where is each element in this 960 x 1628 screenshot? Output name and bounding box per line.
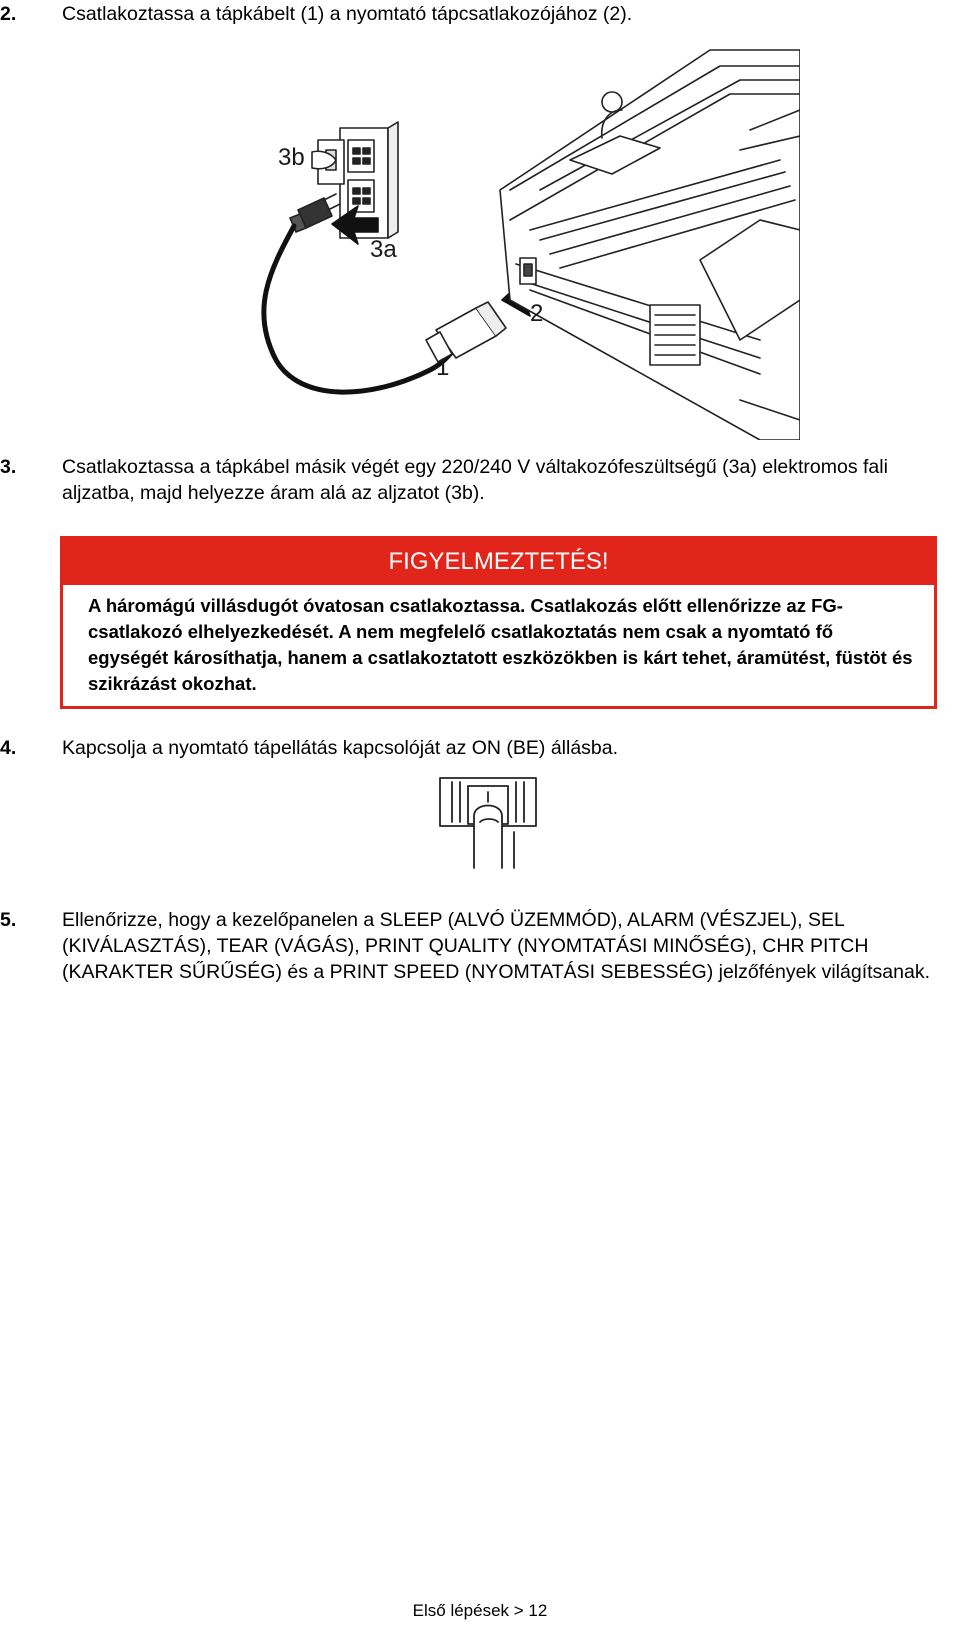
step-number: 3. bbox=[0, 456, 17, 478]
power-connection-illustration bbox=[240, 40, 800, 440]
warning-text: A háromágú villásdugót óvatosan csatlakoztassa. Csatlakozás előtt ellenőrizze az FG-csatlakozó elhelyezkedését. A nem megfelelő csatlakoztatás nem csak a nyomtató fő egységét károsíthatja, hanem a csatlakoztatott eszközökben is kárt tehet, áramütést, füstöt és szikrázást okozhat. bbox=[88, 595, 913, 694]
printer-icon bbox=[500, 50, 800, 440]
callout-2: 2 bbox=[530, 300, 544, 327]
step-number: 4. bbox=[0, 737, 17, 759]
step-text: Csatlakoztassa a tápkábel másik végét egy 220/240 V váltakozófeszültségű (3a) elektromos fali aljzatba, majd helyezze áram alá az aljzatot (3b). bbox=[62, 456, 888, 504]
step-text: Kapcsolja a nyomtató tápellátás kapcsolóját az ON (BE) állásba. bbox=[62, 737, 619, 759]
step-number: 2. bbox=[0, 3, 17, 25]
step-number: 5. bbox=[0, 909, 17, 931]
finger-icon bbox=[474, 806, 502, 869]
callout-3a: 3a bbox=[370, 236, 397, 263]
warning-header bbox=[63, 539, 934, 585]
page-footer: Első lépések > 12 bbox=[412, 1601, 548, 1620]
power-switch-illustration bbox=[438, 772, 538, 870]
plug-icon bbox=[290, 194, 340, 232]
step-text: Csatlakoztassa a tápkábelt (1) a nyomtató tápcsatlakozójához (2). bbox=[62, 3, 633, 25]
callout-3b: 3b bbox=[278, 144, 305, 171]
warning-box bbox=[60, 536, 937, 709]
warning-title: FIGYELMEZTETÉS! bbox=[388, 548, 609, 575]
step-text: Ellenőrizze, hogy a kezelőpanelen a SLEEP (ALVÓ ÜZEMMÓD), ALARM (VÉSZJEL), SEL (KIVÁLASZTÁS), TEAR (VÁGÁS), PRINT QUALITY (NYOMTATÁSI MINŐSÉG), CHR PITCH (KARAKTER SŰRŰSÉG) és a PRINT SPEED (NYOMTATÁSI SEBESSÉG) jelzőfények világítsanak. bbox=[62, 909, 930, 983]
connector-icon bbox=[426, 302, 506, 362]
callout-1: 1 bbox=[436, 354, 450, 381]
